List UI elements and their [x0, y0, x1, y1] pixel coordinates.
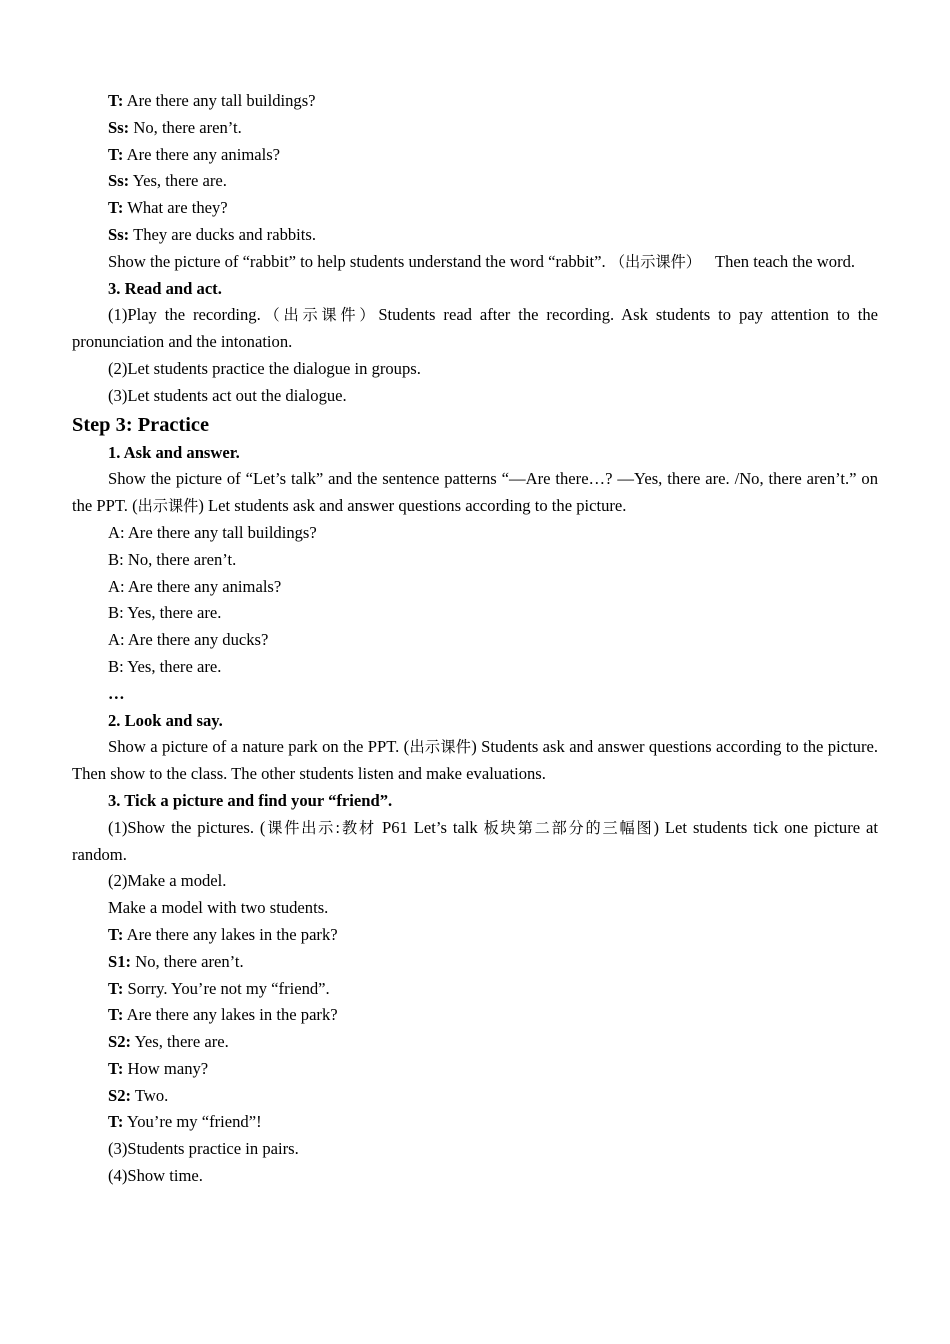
speaker-label: B: [108, 603, 124, 623]
courseware-note: （出示课件） [260, 306, 379, 325]
speaker-text: Are there any lakes in the park? [123, 1005, 338, 1025]
courseware-note: 课件出示:教材 [265, 818, 377, 837]
rabbit-text-post: Then teach the word. [714, 251, 856, 271]
dialogue-line [72, 1083, 878, 1110]
dialogue-line [72, 600, 878, 627]
dialogue-line [72, 547, 878, 574]
tick1-mid: P61 Let’s talk [376, 817, 484, 837]
step1-post: Students read after the recording. Ask students to pay attention to the pronunciation and the intonation. [72, 305, 879, 352]
speaker-label: Ss: [108, 224, 130, 244]
speaker-label: T: [108, 144, 124, 164]
speaker-label: T: [108, 978, 124, 998]
speaker-label: Ss: [108, 117, 130, 137]
speaker-text: Yes, there are. [123, 603, 222, 623]
speaker-label: B: [108, 656, 124, 676]
courseware-note-2: 板块第二部分的三幅图 [483, 818, 654, 837]
rabbit-instruction-paragraph [72, 249, 878, 276]
speaker-text: Are there any animals? [124, 576, 282, 596]
tick1-pre: (1)Show the pictures. ( [108, 817, 266, 837]
speaker-text: No, there aren’t. [131, 951, 244, 971]
speaker-text: Yes, there are. [123, 656, 222, 676]
step1-pre: (1)Play the recording. [108, 305, 261, 325]
speaker-text: Are there any tall buildings? [123, 91, 316, 110]
speaker-text: Yes, there are. [129, 171, 227, 191]
speaker-label: S1: [108, 951, 132, 971]
courseware-note: （出示课件） [609, 252, 701, 271]
step-3-heading: Step 3: Practice [72, 413, 210, 436]
dialogue-line [72, 1056, 878, 1083]
courseware-note: 出示课件 [137, 497, 199, 516]
speaker-label: T: [108, 924, 124, 944]
speaker-label: A: [108, 630, 125, 650]
make-a-model-line: Make a model with two students. [108, 898, 329, 918]
speaker-label: S2: [108, 1085, 132, 1105]
dialogue-line [72, 976, 878, 1003]
speaker-text: Are there any lakes in the park? [123, 924, 338, 944]
document-content [72, 88, 878, 1190]
ask-and-answer-paragraph [72, 466, 878, 520]
courseware-note: 出示课件 [409, 738, 472, 757]
speaker-text: Are there any animals? [123, 144, 281, 164]
read-and-act-heading: 3. Read and act. [108, 278, 222, 298]
dialogue-line [72, 195, 878, 222]
dialogue-line [72, 922, 878, 949]
dialogue-line [72, 168, 878, 195]
rabbit-text-pre: Show the picture of “rabbit” to help students understand the word “rabbit”. [108, 251, 606, 271]
ellipsis-line [72, 681, 878, 708]
ls-post: ) Students ask and answer questions according to the picture. Then show to the class. The other students listen and make evaluations. [72, 737, 879, 784]
aa-pre: Show the picture of “Let’s talk” and the sentence patterns “—Are there…? —Yes, there are. /No, there aren’t.” on the PPT. ( [72, 469, 878, 516]
speaker-label: T: [108, 1005, 124, 1025]
speaker-label: S2: [108, 1032, 132, 1052]
dialogue-line [72, 574, 878, 601]
speaker-text: They are ducks and rabbits. [129, 224, 316, 244]
dialogue-line [72, 1109, 878, 1136]
ls-pre: Show a picture of a nature park on the PPT. ( [108, 737, 410, 757]
speaker-text: You’re my “friend”! [123, 1112, 262, 1132]
look-and-say-paragraph [72, 734, 878, 788]
dialogue-line [72, 627, 878, 654]
tick-step-4: (4)Show time. [108, 1166, 203, 1186]
speaker-label: T: [108, 91, 124, 110]
read-and-act-step-3: (3)Let students act out the dialogue. [108, 385, 347, 405]
speaker-text: No, there aren’t. [129, 117, 242, 137]
speaker-label: Ss: [108, 171, 130, 191]
tick1-post: ) Let students tick one picture at random. [72, 817, 879, 864]
speaker-text: Yes, there are. [131, 1032, 229, 1052]
tick-step-2: (2)Make a model. [108, 871, 227, 891]
ellipsis-text: … [108, 683, 126, 703]
dialogue-line [72, 1002, 878, 1029]
speaker-label: A: [108, 522, 125, 542]
dialogue-line [72, 142, 878, 169]
dialogue-line [72, 520, 878, 547]
tick-step-1 [72, 815, 878, 869]
dialogue-line [72, 88, 878, 115]
dialogue-line [72, 222, 878, 249]
speaker-text: Sorry. You’re not my “friend”. [123, 978, 330, 998]
look-and-say-heading: 2. Look and say. [108, 710, 223, 730]
speaker-text: Two. [131, 1085, 169, 1105]
dialogue-line [72, 1029, 878, 1056]
speaker-text: How many? [123, 1058, 209, 1078]
tick-a-picture-heading: 3. Tick a picture and find your “friend”. [108, 790, 393, 810]
speaker-label: T: [108, 1112, 124, 1132]
speaker-text: No, there aren’t. [123, 549, 237, 569]
read-and-act-step-2: (2)Let students practice the dialogue in groups. [108, 358, 421, 378]
speaker-label: A: [108, 576, 125, 596]
speaker-text: Are there any ducks? [124, 630, 269, 650]
dialogue-line [72, 654, 878, 681]
aa-post: ) Let students ask and answer questions according to the picture. [198, 496, 627, 516]
speaker-text: Are there any tall buildings? [124, 522, 317, 542]
dialogue-line [72, 115, 878, 142]
dialogue-line [72, 949, 878, 976]
speaker-text: What are they? [123, 198, 228, 218]
read-and-act-step-1 [72, 302, 878, 356]
speaker-label: T: [108, 1058, 124, 1078]
ask-and-answer-heading: 1. Ask and answer. [108, 442, 240, 462]
speaker-label: B: [108, 549, 124, 569]
tick-step-3: (3)Students practice in pairs. [108, 1139, 299, 1159]
speaker-label: T: [108, 198, 124, 218]
